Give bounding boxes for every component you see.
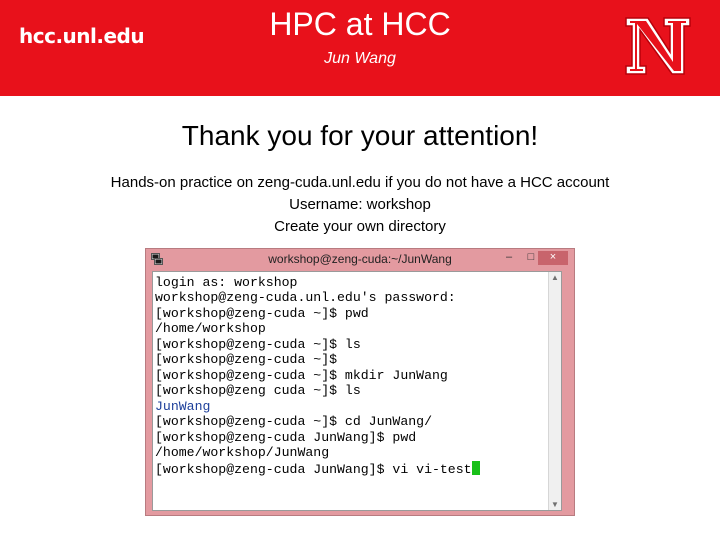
terminal-line: login as: workshop	[155, 275, 298, 290]
terminal-line: [workshop@zeng-cuda ~]$ pwd	[155, 306, 369, 321]
info-line-practice: Hands-on practice on zeng-cuda.unl.edu if you do not have a HCC account	[110, 174, 610, 191]
terminal-line-current	[155, 461, 480, 477]
site-url: hcc.unl.edu	[19, 24, 145, 48]
terminal-line: workshop@zeng-cuda.unl.edu's password:	[155, 290, 456, 305]
scroll-down-arrow-icon[interactable]: ▼	[551, 500, 559, 509]
terminal-line: [workshop@zeng-cuda ~]$	[155, 352, 338, 367]
terminal-line: [workshop@zeng-cuda ~]$ mkdir JunWang	[155, 368, 448, 383]
scroll-up-arrow-icon[interactable]: ▲	[551, 273, 559, 282]
author-name: Jun Wang	[324, 50, 396, 67]
close-button[interactable]: ×	[538, 251, 568, 265]
header-bar	[0, 0, 720, 96]
terminal-line: [workshop@zeng-cuda ~]$ ls	[155, 337, 361, 352]
university-n-logo-icon	[622, 10, 694, 82]
terminal-window[interactable]	[145, 248, 575, 516]
minimize-button[interactable]: –	[505, 251, 513, 263]
terminal-titlebar[interactable]	[146, 249, 574, 269]
terminal-line-directory: JunWang	[155, 399, 211, 414]
terminal-line: /home/workshop	[155, 321, 266, 336]
terminal-line: [workshop@zeng cuda ~]$ ls	[155, 383, 361, 398]
terminal-screen[interactable]	[152, 271, 562, 511]
info-line-username: Username: workshop	[289, 196, 431, 213]
terminal-line: /home/workshop/JunWang	[155, 445, 330, 460]
terminal-line: [workshop@zeng-cuda JunWang]$ pwd	[155, 430, 417, 445]
slide-title: HPC at HCC	[269, 6, 451, 42]
terminal-command: [workshop@zeng-cuda JunWang]$ vi vi-test	[155, 462, 472, 477]
terminal-title: workshop@zeng-cuda:~/JunWang	[268, 252, 452, 266]
info-lines	[0, 172, 720, 238]
info-line-directory: Create your own directory	[274, 218, 446, 235]
thank-you-heading: Thank you for your attention!	[181, 120, 539, 151]
terminal-scrollbar[interactable]	[548, 272, 561, 510]
maximize-button[interactable]: □	[527, 251, 535, 263]
terminal-line: [workshop@zeng-cuda ~]$ cd JunWang/	[155, 414, 432, 429]
terminal-cursor	[472, 461, 480, 475]
